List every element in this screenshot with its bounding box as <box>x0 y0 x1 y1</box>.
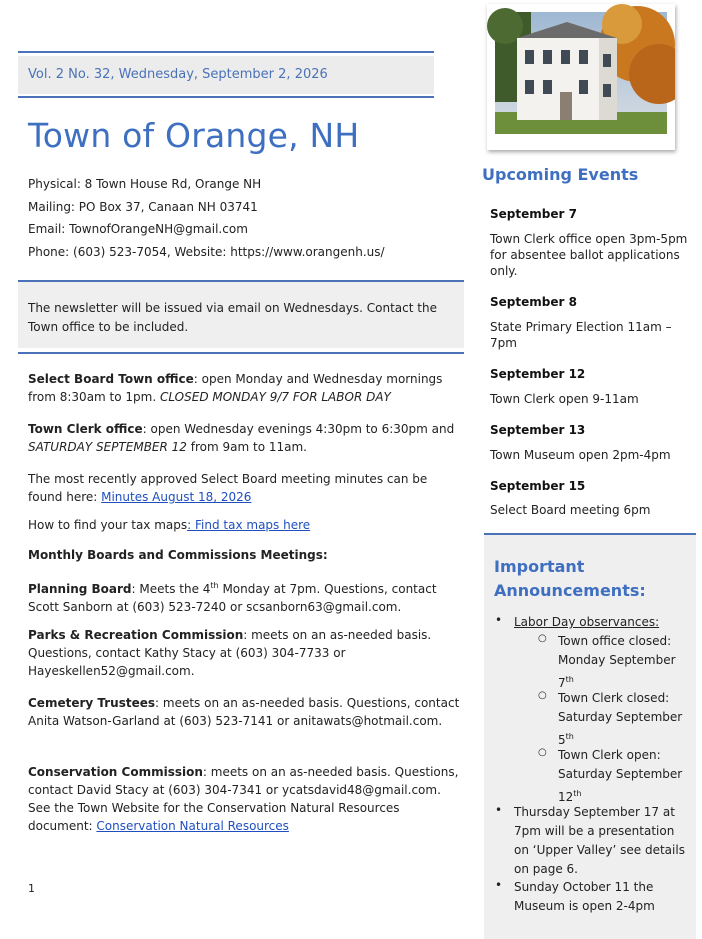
planning-sup: th <box>210 581 219 590</box>
labor-day-sub-item <box>558 746 690 807</box>
select-board-hours <box>28 370 462 406</box>
announcements-title: Important Announcements: <box>494 557 646 600</box>
minutes-paragraph <box>28 470 462 506</box>
circle-bullet-icon: ○ <box>538 690 547 701</box>
monthly-heading-text: Monthly Boards and Commissions Meetings: <box>28 548 328 562</box>
notice-bottom-rule <box>18 352 464 354</box>
event-description: Town Clerk open 9-11am <box>490 392 639 406</box>
email-address: Email: TownofOrangeNH@gmail.com <box>28 222 248 236</box>
tax-maps-text: How to find your tax maps <box>28 518 188 532</box>
conservation-link[interactable]: Conservation Natural Resources <box>96 819 289 833</box>
newsletter-notice: The newsletter will be issued via email on Wednesdays. Contact the Town office to be included. <box>28 301 437 334</box>
town-clerk-saturday: SATURDAY SEPTEMBER 12 <box>28 440 187 454</box>
event-description: Town Museum open 2pm-4pm <box>490 448 671 462</box>
page-title: Town of Orange, NH <box>28 116 360 155</box>
event-description: Town Clerk office open 3pm-5pm for absentee ballot applications only. <box>490 232 688 278</box>
tax-maps-paragraph <box>28 516 462 534</box>
phone-website: Phone: (603) 523-7054, Website: https://www.orangenh.us/ <box>28 245 385 259</box>
parks-rec-text: : meets on an as-needed basis. Questions, contact Kathy Stacy at (603) 304-7733 or Hayeskellen52@gmail.com. <box>28 628 432 678</box>
cemetery-text: : meets on an as-needed basis. Questions, contact Anita Watson-Garland at (603) 523-7141 or anitawats@hotmail.com. <box>28 696 460 728</box>
cemetery-label: Cemetery Trustees <box>28 696 156 710</box>
header-top-rule <box>18 51 434 53</box>
event-description: Select Board meeting 6pm <box>490 503 651 517</box>
event-date: September 15 <box>490 479 586 493</box>
bullet-icon: • <box>495 803 503 817</box>
select-board-closure: CLOSED MONDAY 9/7 FOR LABOR DAY <box>159 390 391 404</box>
museum-announcement: Sunday October 11 the Museum is open 2-4pm <box>514 880 655 913</box>
sub-item-sup: th <box>565 675 574 684</box>
planning-board-label: Planning Board <box>28 582 132 596</box>
physical-address: Physical: 8 Town House Rd, Orange NH <box>28 177 262 191</box>
parks-rec-paragraph <box>28 626 462 680</box>
planning-text-a: : Meets the 4 <box>131 582 211 596</box>
labor-day-heading: Labor Day observances: <box>514 615 660 629</box>
sub-item-text: Town Clerk closed: Saturday September 5 <box>558 691 683 747</box>
event-date: September 8 <box>490 295 577 309</box>
presentation-announcement: Thursday September 17 at 7pm will be a presentation on ‘Upper Valley’ see details on page 6. <box>514 805 685 876</box>
sub-item-sup: th <box>565 732 574 741</box>
upcoming-events-title: Upcoming Events <box>482 165 639 184</box>
parks-rec-label: Parks & Recreation Commission <box>28 628 244 642</box>
issue-line: Vol. 2 No. 32, Wednesday, September 2, 2026 <box>28 67 328 82</box>
event-date: September 7 <box>490 207 577 221</box>
conservation-paragraph <box>28 763 462 835</box>
circle-bullet-icon: ○ <box>538 747 547 758</box>
town-house-photo <box>487 4 675 150</box>
bullet-icon: • <box>495 878 503 892</box>
select-board-text: : open Monday and Wednesday mornings from 8:30am to 1pm. <box>28 372 443 404</box>
minutes-link[interactable]: Minutes August 18, 2026 <box>101 490 252 504</box>
labor-day-sub-item <box>558 632 690 693</box>
minutes-text: The most recently approved Select Board meeting minutes can be found here: <box>28 472 428 504</box>
tax-maps-link[interactable]: : Find tax maps here <box>187 518 311 532</box>
sub-item-text: Town office closed: Monday September 7 <box>558 634 676 690</box>
monthly-meetings-heading <box>28 546 462 564</box>
planning-board-paragraph <box>28 577 462 616</box>
sub-item-sup: th <box>573 789 582 798</box>
event-date: September 13 <box>490 423 586 437</box>
conservation-label: Conservation Commission <box>28 765 203 779</box>
circle-bullet-icon: ○ <box>538 633 547 644</box>
cemetery-paragraph <box>28 694 462 730</box>
mailing-address: Mailing: PO Box 37, Canaan NH 03741 <box>28 200 258 214</box>
town-clerk-text: : open Wednesday evenings 4:30pm to 6:30pm and <box>142 422 455 436</box>
planning-text-b: Monday at 7pm. Questions, contact Scott Sanborn at (603) 523-7240 or scsanborn63@gmail.com. <box>28 582 437 614</box>
labor-day-sub-item <box>558 689 690 750</box>
header-bottom-rule <box>18 96 434 98</box>
town-clerk-label: Town Clerk office <box>28 422 143 436</box>
town-clerk-hours <box>28 420 462 456</box>
sub-item-text: Town Clerk open: Saturday September 12 <box>558 748 683 804</box>
event-description: State Primary Election 11am – 7pm <box>490 320 672 350</box>
conservation-text: : meets on an as-needed basis. Questions, contact David Stacy at (603) 304-7341 or ycatsdavid48@gmail.com. See the Town Website for the Conservation Natural Resources document: <box>28 765 459 833</box>
page-number: 1 <box>28 882 35 895</box>
event-date: September 12 <box>490 367 586 381</box>
select-board-label: Select Board Town office <box>28 372 194 386</box>
town-clerk-text2: from 9am to 11am. <box>186 440 307 454</box>
bullet-icon: • <box>495 613 503 627</box>
town-house-image <box>487 4 675 150</box>
